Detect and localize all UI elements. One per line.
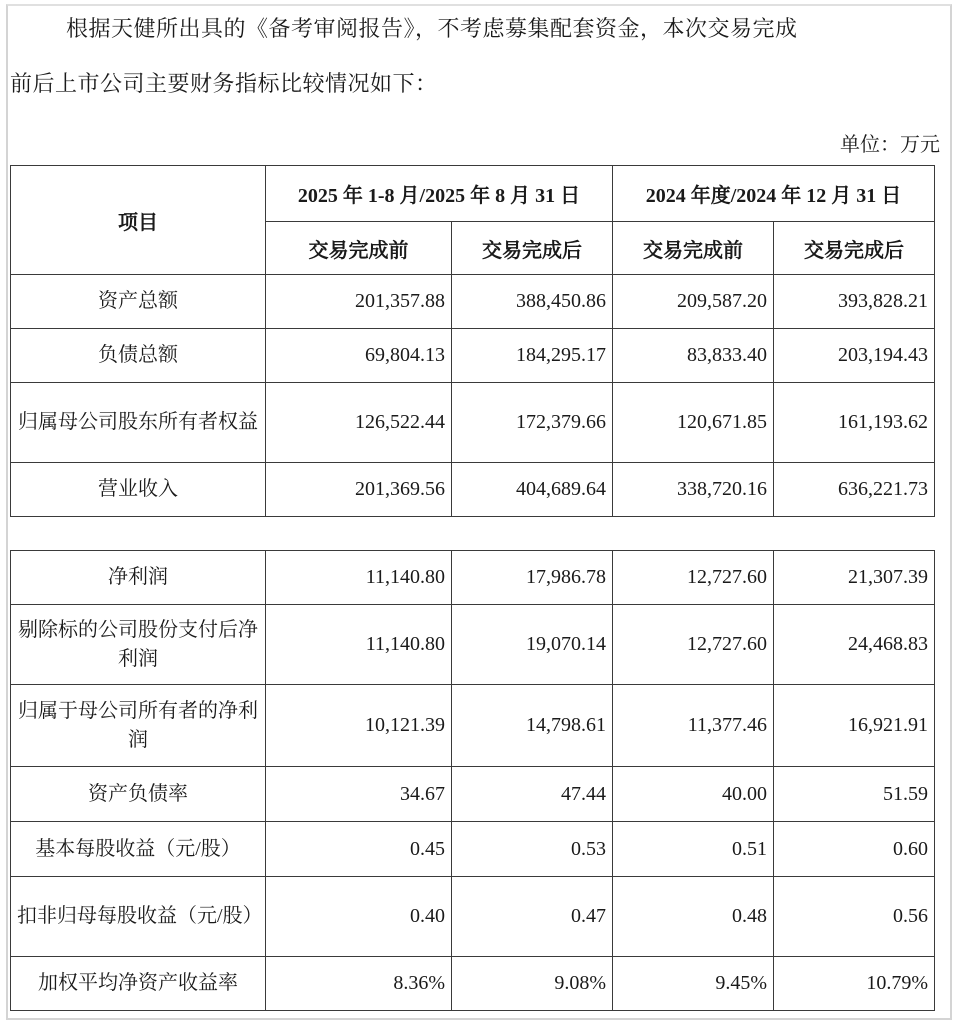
cell-value: 404,689.64 xyxy=(452,463,613,517)
table-row xyxy=(11,383,935,463)
table-row xyxy=(11,329,935,383)
cell-value: 12,727.60 xyxy=(613,605,774,685)
table-row xyxy=(11,822,935,877)
cell-value: 0.45 xyxy=(266,822,452,877)
cell-value: 209,587.20 xyxy=(613,275,774,329)
cell-value: 120,671.85 xyxy=(613,383,774,463)
cell-value: 83,833.40 xyxy=(613,329,774,383)
subheader-after-2025: 交易完成后 xyxy=(452,222,613,275)
cell-value: 203,194.43 xyxy=(774,329,935,383)
cell-value: 16,921.91 xyxy=(774,685,935,767)
subheader-before-2025: 交易完成前 xyxy=(266,222,452,275)
row-label: 扣非归母每股收益（元/股） xyxy=(11,877,266,957)
row-label: 剔除标的公司股份支付后净利润 xyxy=(11,605,266,685)
table-row xyxy=(11,551,935,605)
table-row xyxy=(11,463,935,517)
row-label: 加权平均净资产收益率 xyxy=(11,957,266,1011)
subheader-after-2024: 交易完成后 xyxy=(774,222,935,275)
cell-value: 0.51 xyxy=(613,822,774,877)
cell-value: 338,720.16 xyxy=(613,463,774,517)
table-row xyxy=(11,877,935,957)
header-item: 项目 xyxy=(11,166,266,275)
cell-value: 0.53 xyxy=(452,822,613,877)
cell-value: 11,377.46 xyxy=(613,685,774,767)
cell-value: 69,804.13 xyxy=(266,329,452,383)
cell-value: 0.60 xyxy=(774,822,935,877)
cell-value: 9.08% xyxy=(452,957,613,1011)
cell-value: 21,307.39 xyxy=(774,551,935,605)
cell-value: 184,295.17 xyxy=(452,329,613,383)
row-label: 资产负债率 xyxy=(11,767,266,822)
cell-value: 0.56 xyxy=(774,877,935,957)
cell-value: 34.67 xyxy=(266,767,452,822)
cell-value: 0.48 xyxy=(613,877,774,957)
unit-label: 单位：万元 xyxy=(840,134,940,156)
cell-value: 12,727.60 xyxy=(613,551,774,605)
cell-value: 10,121.39 xyxy=(266,685,452,767)
table-row xyxy=(11,605,935,685)
cell-value: 40.00 xyxy=(613,767,774,822)
cell-value: 161,193.62 xyxy=(774,383,935,463)
cell-value: 47.44 xyxy=(452,767,613,822)
intro-paragraph-line2: 前后上市公司主要财务指标比较情况如下： xyxy=(10,71,438,96)
cell-value: 636,221.73 xyxy=(774,463,935,517)
cell-value: 172,379.66 xyxy=(452,383,613,463)
row-label: 负债总额 xyxy=(11,329,266,383)
row-label: 净利润 xyxy=(11,551,266,605)
table-row xyxy=(11,685,935,767)
row-label: 归属母公司股东所有者权益 xyxy=(11,383,266,463)
cell-value: 8.36% xyxy=(266,957,452,1011)
cell-value: 126,522.44 xyxy=(266,383,452,463)
row-label: 营业收入 xyxy=(11,463,266,517)
cell-value: 19,070.14 xyxy=(452,605,613,685)
table-row xyxy=(11,767,935,822)
cell-value: 11,140.80 xyxy=(266,551,452,605)
cell-value: 0.47 xyxy=(452,877,613,957)
row-label: 归属于母公司所有者的净利润 xyxy=(11,685,266,767)
cell-value: 10.79% xyxy=(774,957,935,1011)
financial-table-bottom xyxy=(10,550,935,1011)
table-row xyxy=(11,957,935,1011)
row-label: 资产总额 xyxy=(11,275,266,329)
subheader-before-2024: 交易完成前 xyxy=(613,222,774,275)
cell-value: 201,357.88 xyxy=(266,275,452,329)
cell-value: 24,468.83 xyxy=(774,605,935,685)
cell-value: 0.40 xyxy=(266,877,452,957)
financial-table-top xyxy=(10,165,935,517)
row-label: 基本每股收益（元/股） xyxy=(11,822,266,877)
cell-value: 201,369.56 xyxy=(266,463,452,517)
cell-value: 388,450.86 xyxy=(452,275,613,329)
cell-value: 17,986.78 xyxy=(452,551,613,605)
header-period-2024: 2024 年度/2024 年 12 月 31 日 xyxy=(613,166,935,222)
table-row xyxy=(11,275,935,329)
header-period-2025: 2025 年 1-8 月/2025 年 8 月 31 日 xyxy=(266,166,613,222)
cell-value: 393,828.21 xyxy=(774,275,935,329)
cell-value: 51.59 xyxy=(774,767,935,822)
cell-value: 14,798.61 xyxy=(452,685,613,767)
cell-value: 11,140.80 xyxy=(266,605,452,685)
intro-paragraph-line1: 根据天健所出具的《备考审阅报告》，不考虑募集配套资金，本次交易完成 xyxy=(66,16,798,41)
cell-value: 9.45% xyxy=(613,957,774,1011)
